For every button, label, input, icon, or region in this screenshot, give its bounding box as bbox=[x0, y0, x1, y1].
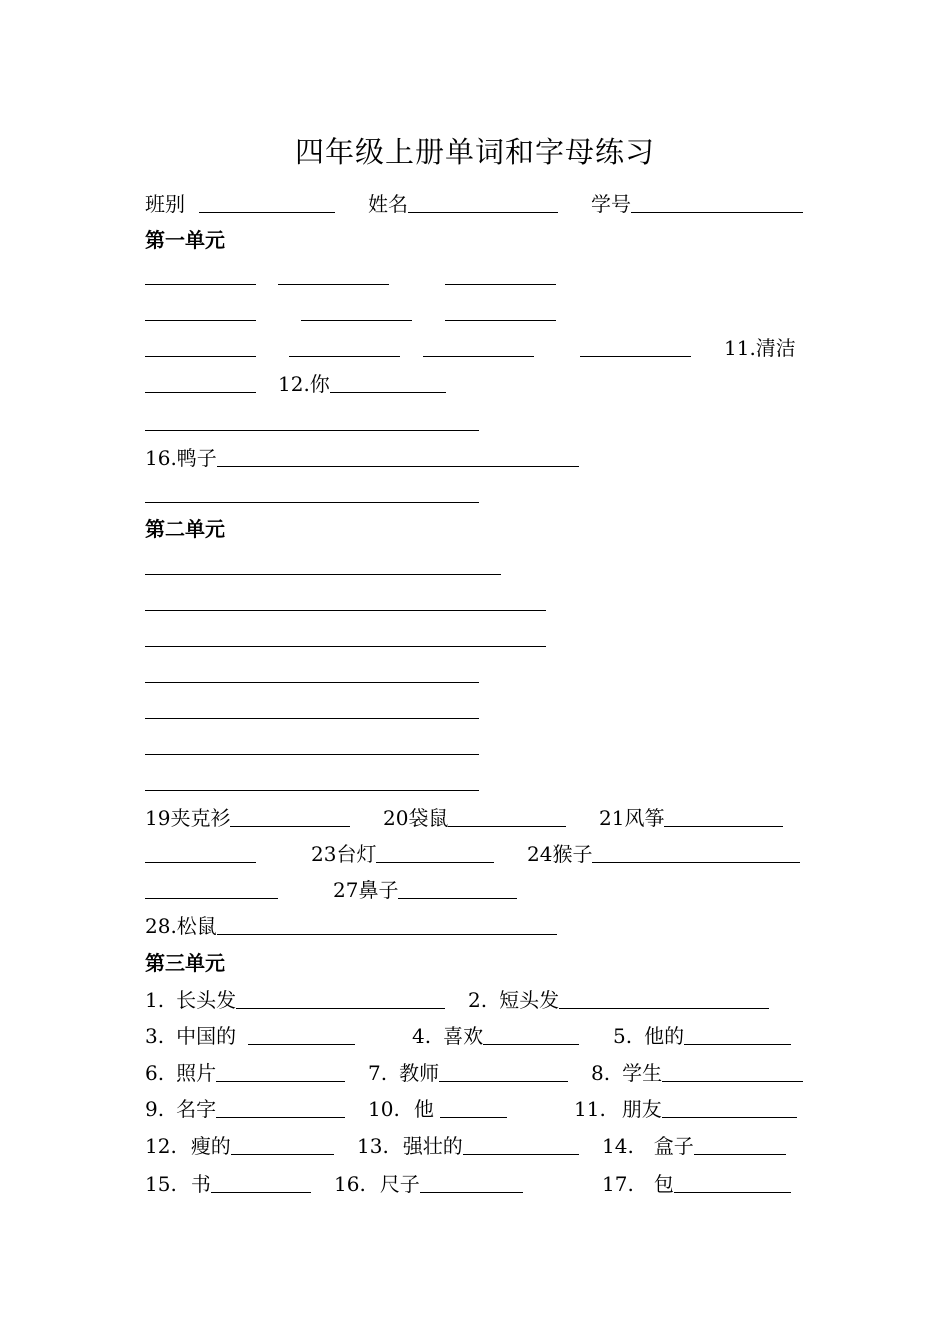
answer-blank[interactable] bbox=[230, 826, 350, 827]
unit3-item[interactable] bbox=[602, 1166, 791, 1196]
unit2-row-words-3 bbox=[0, 872, 950, 902]
answer-blank[interactable] bbox=[248, 1044, 355, 1045]
unit3-item[interactable] bbox=[334, 1166, 523, 1196]
answer-blank[interactable] bbox=[439, 1081, 568, 1082]
unit3-item[interactable] bbox=[613, 1018, 791, 1048]
blank-line[interactable] bbox=[145, 836, 256, 866]
item-number: 5. bbox=[613, 1024, 633, 1048]
item-label: 短头发 bbox=[499, 988, 560, 1012]
item-number: 15. bbox=[145, 1172, 177, 1196]
unit2-line-2 bbox=[0, 584, 950, 614]
unit3-item[interactable] bbox=[368, 1091, 507, 1121]
answer-blank[interactable] bbox=[216, 1081, 345, 1082]
blank-line[interactable] bbox=[423, 330, 534, 360]
unit3-row-4 bbox=[0, 1091, 950, 1121]
class-field[interactable] bbox=[145, 186, 335, 216]
unit3-item[interactable] bbox=[591, 1055, 803, 1085]
blank-line[interactable] bbox=[145, 548, 501, 578]
item-label: 名字 bbox=[176, 1097, 217, 1121]
unit1-row-1 bbox=[0, 258, 950, 288]
item-label: 24猴子 bbox=[527, 842, 593, 866]
blank-line[interactable] bbox=[145, 692, 479, 722]
answer-blank[interactable] bbox=[664, 826, 783, 827]
item-number: 11. bbox=[574, 1097, 606, 1121]
unit3-item[interactable] bbox=[468, 982, 769, 1012]
item-label: 19夹克衫 bbox=[145, 806, 231, 830]
item-number: 9. bbox=[145, 1097, 165, 1121]
blank-line[interactable] bbox=[145, 330, 256, 360]
unit1-row-3 bbox=[0, 330, 950, 360]
unit3-heading: 第三单元 bbox=[145, 951, 225, 975]
item-label: 瘦的 bbox=[190, 1134, 231, 1158]
item-label: 12.你 bbox=[278, 372, 330, 396]
item-label: 盒子 bbox=[653, 1134, 694, 1158]
answer-blank[interactable] bbox=[592, 862, 800, 863]
unit3-item[interactable] bbox=[145, 1128, 334, 1158]
item-label: 喜欢 bbox=[443, 1024, 484, 1048]
item-clean bbox=[724, 330, 804, 360]
unit2-line-3 bbox=[0, 620, 950, 650]
unit3-item[interactable] bbox=[145, 1018, 355, 1048]
item-label: 强壮的 bbox=[402, 1134, 463, 1158]
unit3-item[interactable] bbox=[145, 1055, 345, 1085]
blank-line[interactable] bbox=[445, 294, 556, 324]
unit3-item[interactable] bbox=[145, 1166, 311, 1196]
answer-blank[interactable] bbox=[398, 898, 517, 899]
item-squirrel[interactable] bbox=[145, 908, 557, 938]
item-label: 他 bbox=[413, 1097, 434, 1121]
unit3-row-6 bbox=[0, 1166, 950, 1196]
unit2-line-6 bbox=[0, 728, 950, 758]
item-kite[interactable] bbox=[599, 800, 783, 830]
answer-blank[interactable] bbox=[674, 1192, 791, 1193]
item-label: 20袋鼠 bbox=[383, 806, 449, 830]
item-nose[interactable] bbox=[333, 872, 517, 902]
blank-line[interactable] bbox=[145, 620, 546, 650]
unit2-row-words-2 bbox=[0, 836, 950, 866]
unit3-item[interactable] bbox=[368, 1055, 568, 1085]
item-number: 12. bbox=[145, 1134, 177, 1158]
item-number: 7. bbox=[368, 1061, 388, 1085]
item-number: 14. bbox=[602, 1134, 634, 1158]
item-label: 28.松鼠 bbox=[145, 914, 217, 938]
unit3-item[interactable] bbox=[602, 1128, 786, 1158]
answer-blank[interactable] bbox=[559, 1008, 769, 1009]
item-label: 中国的 bbox=[176, 1024, 237, 1048]
class-blank[interactable] bbox=[199, 212, 335, 213]
answer-blank[interactable] bbox=[662, 1081, 803, 1082]
unit3-row-2 bbox=[0, 1018, 950, 1048]
unit2-line-7 bbox=[0, 764, 950, 794]
unit2-line-5 bbox=[0, 692, 950, 722]
item-number: 1. bbox=[145, 988, 165, 1012]
item-number: 2. bbox=[468, 988, 488, 1012]
answer-blank[interactable] bbox=[330, 392, 446, 393]
blank-line[interactable] bbox=[145, 476, 479, 506]
answer-blank[interactable] bbox=[463, 1154, 579, 1155]
unit2-line-1 bbox=[0, 548, 950, 578]
blank-line[interactable] bbox=[145, 404, 479, 434]
unit3-item[interactable] bbox=[412, 1018, 579, 1048]
item-number: 6. bbox=[145, 1061, 165, 1085]
item-number: 13. bbox=[357, 1134, 389, 1158]
name-label: 姓名 bbox=[368, 192, 408, 216]
student-info-row bbox=[0, 186, 950, 216]
unit3-item[interactable] bbox=[574, 1091, 797, 1121]
unit2-row-words-1 bbox=[0, 800, 950, 830]
item-number: 17. bbox=[602, 1172, 634, 1196]
item-lamp[interactable] bbox=[311, 836, 494, 866]
number-label: 学号 bbox=[591, 192, 631, 216]
class-label: 班别 bbox=[145, 192, 185, 216]
student-number-field[interactable] bbox=[591, 186, 803, 216]
answer-blank[interactable] bbox=[236, 1008, 445, 1009]
unit2-line-4 bbox=[0, 656, 950, 686]
answer-blank[interactable] bbox=[440, 1117, 507, 1118]
item-label: 23台灯 bbox=[311, 842, 377, 866]
blank-line[interactable] bbox=[145, 872, 278, 902]
item-label: 尺子 bbox=[379, 1172, 420, 1196]
blank-line[interactable] bbox=[145, 584, 546, 614]
answer-blank[interactable] bbox=[216, 1117, 345, 1118]
unit2-row-words-4 bbox=[0, 908, 950, 938]
item-label: 他的 bbox=[644, 1024, 685, 1048]
unit1-heading: 第一单元 bbox=[145, 228, 225, 252]
blank-line[interactable] bbox=[145, 258, 256, 288]
answer-blank[interactable] bbox=[217, 934, 557, 935]
blank-line[interactable] bbox=[145, 366, 256, 396]
blank-line[interactable] bbox=[278, 258, 389, 288]
number-blank[interactable] bbox=[631, 212, 803, 213]
item-label: 书 bbox=[190, 1172, 211, 1196]
unit1-row-5 bbox=[0, 404, 950, 434]
item-number: 4. bbox=[412, 1024, 432, 1048]
item-duck[interactable] bbox=[145, 440, 579, 470]
item-number: 16. bbox=[334, 1172, 366, 1196]
blank-line[interactable] bbox=[289, 330, 400, 360]
item-number: 8. bbox=[591, 1061, 611, 1085]
answer-blank[interactable] bbox=[231, 1154, 334, 1155]
unit2-heading: 第二单元 bbox=[145, 517, 225, 541]
item-label: 27鼻子 bbox=[333, 878, 399, 902]
item-monkey[interactable] bbox=[527, 836, 800, 866]
item-label: 11.清洁 bbox=[724, 336, 796, 360]
answer-blank[interactable] bbox=[448, 826, 566, 827]
answer-blank[interactable] bbox=[483, 1044, 579, 1045]
blank-line[interactable] bbox=[445, 258, 556, 288]
answer-blank[interactable] bbox=[420, 1192, 523, 1193]
item-label: 朋友 bbox=[621, 1097, 662, 1121]
unit1-row-4 bbox=[0, 366, 950, 396]
unit3-row-1 bbox=[0, 982, 950, 1012]
unit1-row-2 bbox=[0, 294, 950, 324]
blank-line[interactable] bbox=[145, 728, 479, 758]
answer-blank[interactable] bbox=[217, 466, 579, 467]
item-label: 包 bbox=[653, 1172, 674, 1196]
answer-blank[interactable] bbox=[211, 1192, 311, 1193]
unit3-item[interactable] bbox=[145, 1091, 345, 1121]
item-label: 学生 bbox=[622, 1061, 663, 1085]
item-kangaroo[interactable] bbox=[383, 800, 566, 830]
answer-blank[interactable] bbox=[694, 1154, 786, 1155]
unit3-item[interactable] bbox=[357, 1128, 579, 1158]
item-number: 3. bbox=[145, 1024, 165, 1048]
item-you[interactable] bbox=[278, 366, 446, 396]
name-blank[interactable] bbox=[408, 212, 558, 213]
page-title: 四年级上册单词和字母练习 bbox=[294, 135, 655, 169]
item-label: 16.鸭子 bbox=[145, 446, 217, 470]
item-number: 10. bbox=[368, 1097, 400, 1121]
blank-line[interactable] bbox=[580, 330, 691, 360]
answer-blank[interactable] bbox=[684, 1044, 791, 1045]
blank-line[interactable] bbox=[145, 764, 479, 794]
item-jacket[interactable] bbox=[145, 800, 350, 830]
item-label: 长头发 bbox=[176, 988, 237, 1012]
unit3-item[interactable] bbox=[145, 982, 445, 1012]
unit1-row-6 bbox=[0, 440, 950, 470]
name-field[interactable] bbox=[368, 186, 558, 216]
blank-line[interactable] bbox=[301, 294, 412, 324]
item-label: 教师 bbox=[399, 1061, 440, 1085]
item-label: 照片 bbox=[176, 1061, 217, 1085]
unit3-row-5 bbox=[0, 1128, 950, 1158]
blank-line[interactable] bbox=[145, 656, 479, 686]
unit1-row-7 bbox=[0, 476, 950, 506]
item-label: 21风筝 bbox=[599, 806, 665, 830]
blank-line[interactable] bbox=[145, 294, 256, 324]
answer-blank[interactable] bbox=[376, 862, 494, 863]
answer-blank[interactable] bbox=[662, 1117, 797, 1118]
unit3-row-3 bbox=[0, 1055, 950, 1085]
